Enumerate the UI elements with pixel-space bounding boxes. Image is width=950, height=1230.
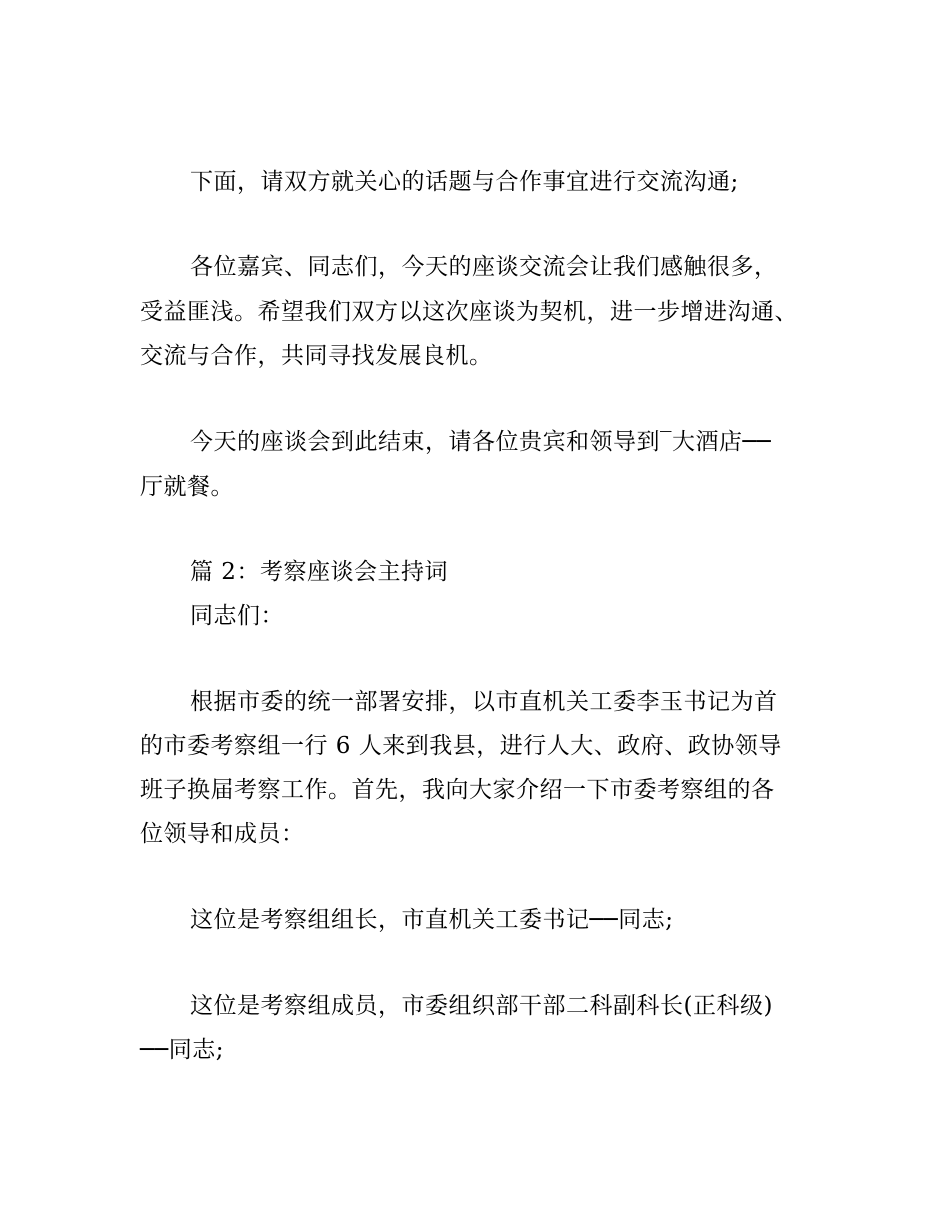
paragraph-line: 的市委考察组一行 6 人来到我县，进行人大、政府、政协领导 (140, 733, 782, 759)
paragraph-line: 下面，请双方就关心的话题与合作事宜进行交流沟通; (190, 169, 739, 195)
paragraph-line: 位领导和成员： (140, 821, 305, 847)
section-heading: 篇 2：考察座谈会主持词 (190, 559, 448, 585)
paragraph-line: 班子换届考察工作。首先，我向大家介绍一下市委考察组的各 (140, 777, 775, 803)
paragraph-line: 今天的座谈会到此结束，请各位贵宾和领导到‾大酒店── (190, 429, 772, 455)
paragraph-line: 厅就餐。 (140, 474, 234, 500)
paragraph-line: 各位嘉宾、同志们，今天的座谈交流会让我们感触很多， (190, 254, 778, 280)
paragraph-line: 受益匪浅。希望我们双方以这次座谈为契机，进一步增进沟通、 (140, 299, 798, 325)
paragraph-line: 这位是考察组成员，市委组织部干部二科副科长(正科级) (190, 993, 773, 1019)
paragraph-line: 根据市委的统一部署安排，以市直机关工委李玉书记为首 (190, 689, 778, 715)
paragraph-line: ──同志; (140, 1037, 224, 1063)
paragraph-line: 这位是考察组组长，市直机关工委书记──同志; (190, 907, 674, 933)
paragraph-line: 交流与合作，共同寻找发展良机。 (140, 343, 493, 369)
salutation: 同志们： (190, 603, 284, 629)
